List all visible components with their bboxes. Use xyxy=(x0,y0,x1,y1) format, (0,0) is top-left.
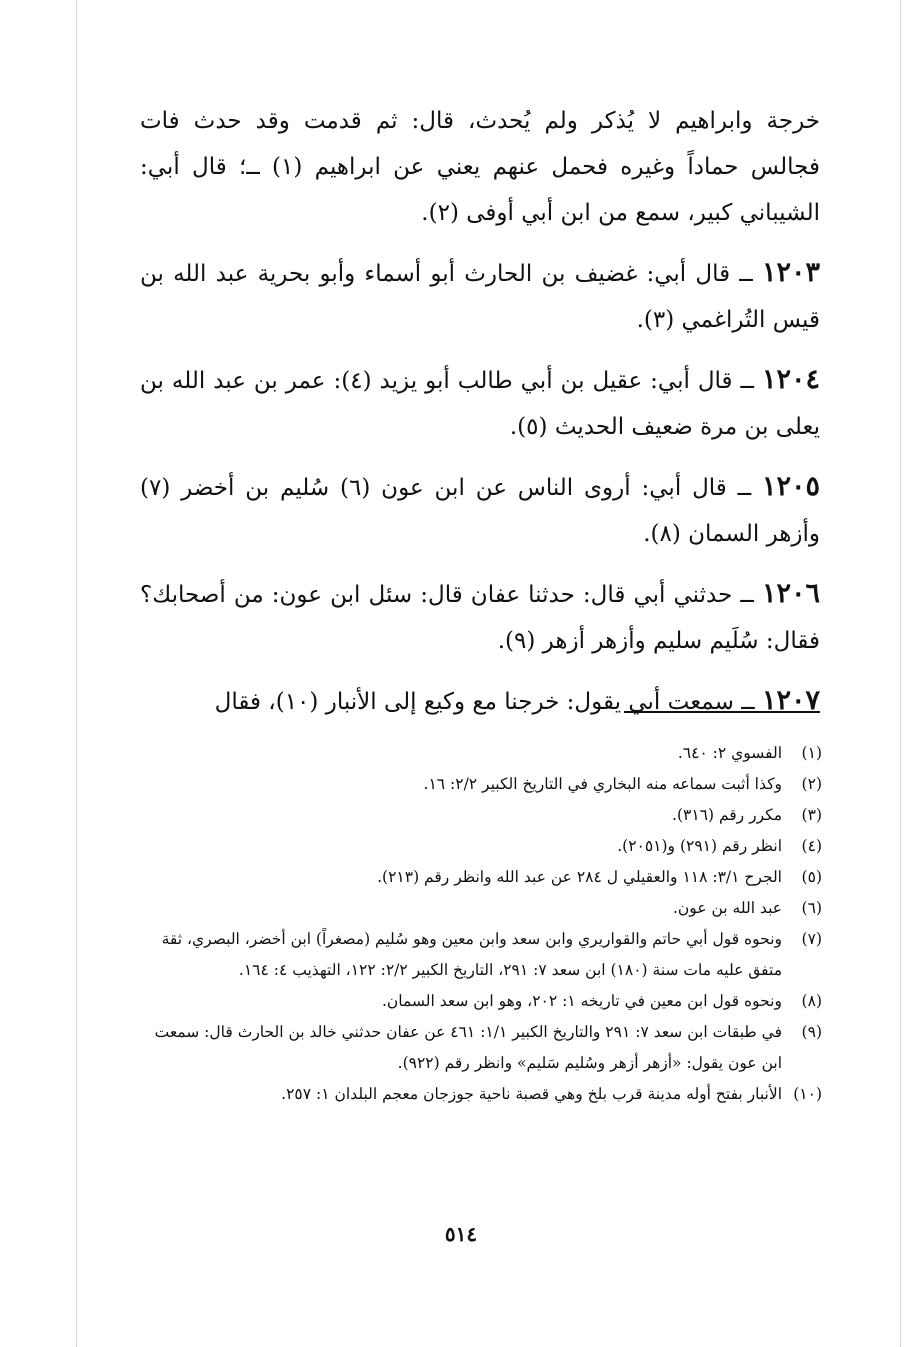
entry-number: ١٢٠٧ xyxy=(761,685,820,716)
footnote-number: (٩) xyxy=(801,1023,822,1041)
footnote-number: (٥) xyxy=(801,868,822,886)
entry-1205 xyxy=(140,464,820,557)
footnote xyxy=(150,986,822,1017)
entry-text: ــ سمعت أبي يقول: خرجنا مع وكيع إلى الأنبار (١٠)، فقال xyxy=(214,689,755,715)
footnote-number: (١) xyxy=(801,744,822,762)
footnote xyxy=(150,893,822,924)
footnote-text: ونحوه قول ابن معين في تاريخه ١: ٢٠٢، وهو ابن سعد السمان. xyxy=(381,992,782,1010)
footnote xyxy=(150,862,822,893)
footnote-text: ونحوه قول أبي حاتم والقواريري وابن سعد وابن معين وهو سُليم (مصغراً) ابن أخضر، البصري، ثقة متفق عليه مات سنة (١٨٠) ابن سعد ٧: ٢٩١، التاريخ الكبير ٢/٢: ١٢٢، التهذيب ٤: ١٦٤. xyxy=(161,930,782,979)
footnote-text: وكذا أثبت سماعه منه البخاري في التاريخ الكبير ٢/٢: ١٦. xyxy=(423,775,782,793)
footnote-text: الأنبار بفتح أوله مدينة قرب بلخ وهي قصبة ناحية جوزجان معجم البلدان ١: ٢٥٧. xyxy=(281,1085,782,1103)
footnote-number: (٧) xyxy=(801,930,822,948)
footnote-number: (٣) xyxy=(801,806,822,824)
entry-1207 xyxy=(140,678,820,725)
footnote xyxy=(150,831,822,862)
scan-artifact-line xyxy=(76,0,77,1347)
footnote xyxy=(150,738,822,769)
scan-artifact-line xyxy=(900,0,901,1347)
footnote xyxy=(150,800,822,831)
paragraph-intro xyxy=(140,98,820,236)
entry-text: ــ قال أبي: أروى الناس عن ابن عون (٦) سُليم بن أخضر (٧) وأزهر السمان (٨). xyxy=(140,475,820,547)
footnote-separator xyxy=(624,711,820,713)
footnote xyxy=(150,924,822,986)
paragraph-text: خرجة وابراهيم لا يُذكر ولم يُحدث، قال: ثم قدمت وقد حدث فات فجالس حماداً وغيره فحمل عنهم يعني عن ابراهيم (١) ــ؛ قال أبي: الشيباني كبير، سمع من ابن أبي أوفى (٢). xyxy=(140,108,820,226)
entry-1206 xyxy=(140,571,820,664)
entry-text: ــ قال أبي: عقيل بن أبي طالب أبو يزيد (٤): عمر بن عبد الله بن يعلى بن مرة ضعيف الحديث (٥). xyxy=(140,368,820,440)
footnote-text: مكرر رقم (٣١٦). xyxy=(672,806,782,824)
footnote xyxy=(150,1017,822,1079)
footnote-text: في طبقات ابن سعد ٧: ٢٩١ والتاريخ الكبير ١/١: ٤٦١ عن عفان حدثني خالد بن الحارث قال: سمعت ابن عون يقول: «أزهر أزهر وسُليم سَليم» وانظر رقم (٩٢٢). xyxy=(154,1023,782,1072)
footnote-text: الجرح ٣/١: ١١٨ والعقيلي ل ٢٨٤ عن عبد الله وانظر رقم (٢١٣). xyxy=(377,868,782,886)
entry-text: ــ حدثني أبي قال: حدثنا عفان قال: سئل ابن عون: من أصحابك؟ فقال: سُلَيم سليم وأزهر أزهر (٩). xyxy=(140,582,820,654)
footnote-number: (٨) xyxy=(801,992,822,1010)
footnotes xyxy=(150,738,822,1110)
page-number: ٥١٤ xyxy=(444,1222,478,1246)
entry-number: ١٢٠٦ xyxy=(762,578,821,609)
entry-1203 xyxy=(140,250,820,343)
footnote xyxy=(150,769,822,800)
entry-number: ١٢٠٤ xyxy=(762,364,821,395)
entry-1204 xyxy=(140,357,820,450)
main-text xyxy=(140,98,820,739)
footnote-number: (١٠) xyxy=(793,1085,822,1103)
footnote-number: (٦) xyxy=(801,899,822,917)
footnote-text: عبد الله بن عون. xyxy=(673,899,782,917)
footnote-text: انظر رقم (٢٩١) و(٢٠٥١). xyxy=(617,837,782,855)
entry-number: ١٢٠٣ xyxy=(761,257,820,288)
footnote xyxy=(150,1079,822,1110)
entry-number: ١٢٠٥ xyxy=(761,471,820,502)
entry-text: ــ قال أبي: غضيف بن الحارث أبو أسماء وأبو بحرية عبد الله بن قيس التُراغمي (٣). xyxy=(140,261,820,333)
footnote-text: الفسوي ٢: ٦٤٠. xyxy=(677,744,782,762)
footnote-number: (٢) xyxy=(801,775,822,793)
footnote-number: (٤) xyxy=(801,837,822,855)
